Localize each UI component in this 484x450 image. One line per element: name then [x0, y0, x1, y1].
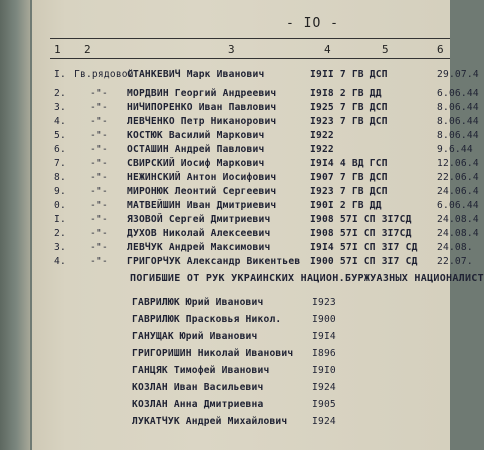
row-rank: Гв.рядовой [74, 69, 134, 80]
table-row [32, 172, 479, 186]
row-date: 24.06.4 [437, 186, 479, 197]
column-header-2: 2 [84, 43, 91, 56]
list-item [32, 297, 450, 311]
list-item [32, 399, 450, 413]
table-row [32, 200, 479, 214]
victim-year: I924 [312, 416, 336, 427]
table-row [32, 102, 479, 116]
row-rank: -"- [90, 200, 108, 211]
column-header-1: 1 [54, 43, 61, 56]
row-rank: -"- [90, 144, 108, 155]
victim-name: ГАНЦЯК Тимофей Иванович [132, 365, 270, 376]
row-details: I923 7 ГВ ДСП [310, 116, 388, 127]
victim-name: ГАНУЩАК Юрий Иванович [132, 331, 258, 342]
section-title: ПОГИБШИЕ ОТ РУК УКРАИНСКИХ НАЦИОН.БУРЖУАЗНЫХ НАЦИОНАЛИСТ [130, 273, 484, 284]
row-number: 3. [54, 102, 66, 113]
list-item [32, 382, 450, 396]
list-item [32, 331, 450, 345]
row-date: 8.06.44 [437, 130, 479, 141]
row-name: МАТВЕЙШИН Иван Дмитриевич [127, 200, 277, 211]
table-row [32, 116, 479, 130]
row-details: I908 57I СП 3I7СД [310, 214, 412, 225]
row-details: I90I 2 ГВ ДД [310, 200, 382, 211]
row-name: МОРДВИН Георгий Андреевич [127, 88, 277, 99]
victim-name: ЛУКАТЧУК Андрей Михайлович [132, 416, 288, 427]
row-details: I922 [310, 130, 334, 141]
row-number: 2. [54, 88, 66, 99]
row-number: 4. [54, 116, 66, 127]
victim-name: ГРИГОРИШИН Николай Иванович [132, 348, 294, 359]
row-details: I908 57I СП 3I7СД [310, 228, 412, 239]
row-number: 3. [54, 242, 66, 253]
list-item [32, 348, 450, 362]
column-header-6: 6 [437, 43, 444, 56]
row-date: 22.06.4 [437, 172, 479, 183]
victim-year: I896 [312, 348, 336, 359]
row-date: 6.06.44 [437, 88, 479, 99]
row-date: 9.6.44 [437, 144, 473, 155]
row-rank: -"- [90, 242, 108, 253]
page-number: - IO - [286, 16, 339, 31]
row-date: 22.07. [437, 256, 473, 267]
table-row [32, 130, 479, 144]
victim-name: ГАВРИЛЮК Прасковья Никол. [132, 314, 282, 325]
row-name: ОСТАШИН Андрей Павлович [127, 144, 265, 155]
row-number: 7. [54, 158, 66, 169]
row-name: ГРИГОРЧУК Александр Викентьев [127, 256, 301, 267]
row-date: 24.08.4 [437, 214, 479, 225]
victim-year: I924 [312, 382, 336, 393]
row-date: 8.06.44 [437, 102, 479, 113]
row-details: I907 7 ГВ ДСП [310, 172, 388, 183]
row-rank: -"- [90, 130, 108, 141]
row-number: 2. [54, 228, 66, 239]
book-binding-edge [0, 0, 30, 450]
row-rank: -"- [90, 214, 108, 225]
row-date: 29.07.4 [437, 69, 479, 80]
row-name: КОСТЮК Василий Маркович [127, 130, 265, 141]
row-number: 5. [54, 130, 66, 141]
row-name: СТАНКЕВИЧ Марк Иванович [127, 69, 265, 80]
row-details: I900 57I СП 3I7 СД [310, 256, 418, 267]
table-row [32, 242, 473, 256]
row-number: 9. [54, 186, 66, 197]
row-details: I9I4 57I СП 3I7 СД [310, 242, 418, 253]
row-details: I9II 7 ГВ ДСП [310, 69, 388, 80]
column-header-4: 4 [324, 43, 331, 56]
row-details: I923 7 ГВ ДСП [310, 186, 388, 197]
row-rank: -"- [90, 228, 108, 239]
row-date: 12.06.4 [437, 158, 479, 169]
row-name: СВИРСКИЙ Иосиф Маркович [127, 158, 265, 169]
row-rank: -"- [90, 116, 108, 127]
table-row [32, 144, 473, 158]
row-number: I. [54, 69, 66, 80]
table-row [32, 69, 479, 83]
row-name: ДУХОВ Николай Алексеевич [127, 228, 271, 239]
table-row [32, 256, 473, 270]
victim-year: I900 [312, 314, 336, 325]
row-rank: -"- [90, 172, 108, 183]
row-number: 4. [54, 256, 66, 267]
table-row [32, 214, 479, 228]
row-details: I922 [310, 144, 334, 155]
victim-year: I905 [312, 399, 336, 410]
row-name: НЕЖИНСКИЙ Антон Иосифович [127, 172, 277, 183]
row-rank: -"- [90, 256, 108, 267]
victim-name: КОЗЛАН Иван Васильевич [132, 382, 264, 393]
row-rank: -"- [90, 158, 108, 169]
list-item [32, 314, 450, 328]
row-date: 6.06.44 [437, 200, 479, 211]
row-number: 8. [54, 172, 66, 183]
row-rank: -"- [90, 102, 108, 113]
row-name: ЛЕВЧУК Андрей Максимович [127, 242, 271, 253]
list-item [32, 416, 450, 430]
table-row [32, 228, 479, 242]
row-rank: -"- [90, 88, 108, 99]
row-date: 24.08. [437, 242, 473, 253]
document-page [32, 0, 484, 450]
table-row [32, 88, 479, 102]
victim-name: КОЗЛАН Анна Дмитриевна [132, 399, 264, 410]
victim-year: I9I4 [312, 331, 336, 342]
row-name: ЛЕВЧЕНКО Петр Никанорович [127, 116, 277, 127]
row-details: I9I8 2 ГВ ДД [310, 88, 382, 99]
column-header-5: 5 [382, 43, 389, 56]
table-row [32, 186, 479, 200]
table-row [32, 158, 479, 172]
row-name: ЯЗОВОЙ Сергей Дмитриевич [127, 214, 271, 225]
row-name: МИРОНЮК Леонтий Сергеевич [127, 186, 277, 197]
header-top-rule [50, 38, 450, 39]
row-name: НИЧИПОРЕНКО Иван Павлович [127, 102, 277, 113]
row-details: I925 7 ГВ ДСП [310, 102, 388, 113]
header-bottom-rule [50, 58, 450, 59]
victim-name: ГАВРИЛЮК Юрий Иванович [132, 297, 264, 308]
victim-year: I923 [312, 297, 336, 308]
row-date: 24.08.4 [437, 228, 479, 239]
victim-year: I9I0 [312, 365, 336, 376]
row-number: 0. [54, 200, 66, 211]
row-number: 6. [54, 144, 66, 155]
row-date: 8.06.44 [437, 116, 479, 127]
row-details: I9I4 4 ВД ГСП [310, 158, 388, 169]
column-header-3: 3 [228, 43, 235, 56]
list-item [32, 365, 450, 379]
row-number: I. [54, 214, 66, 225]
row-rank: -"- [90, 186, 108, 197]
